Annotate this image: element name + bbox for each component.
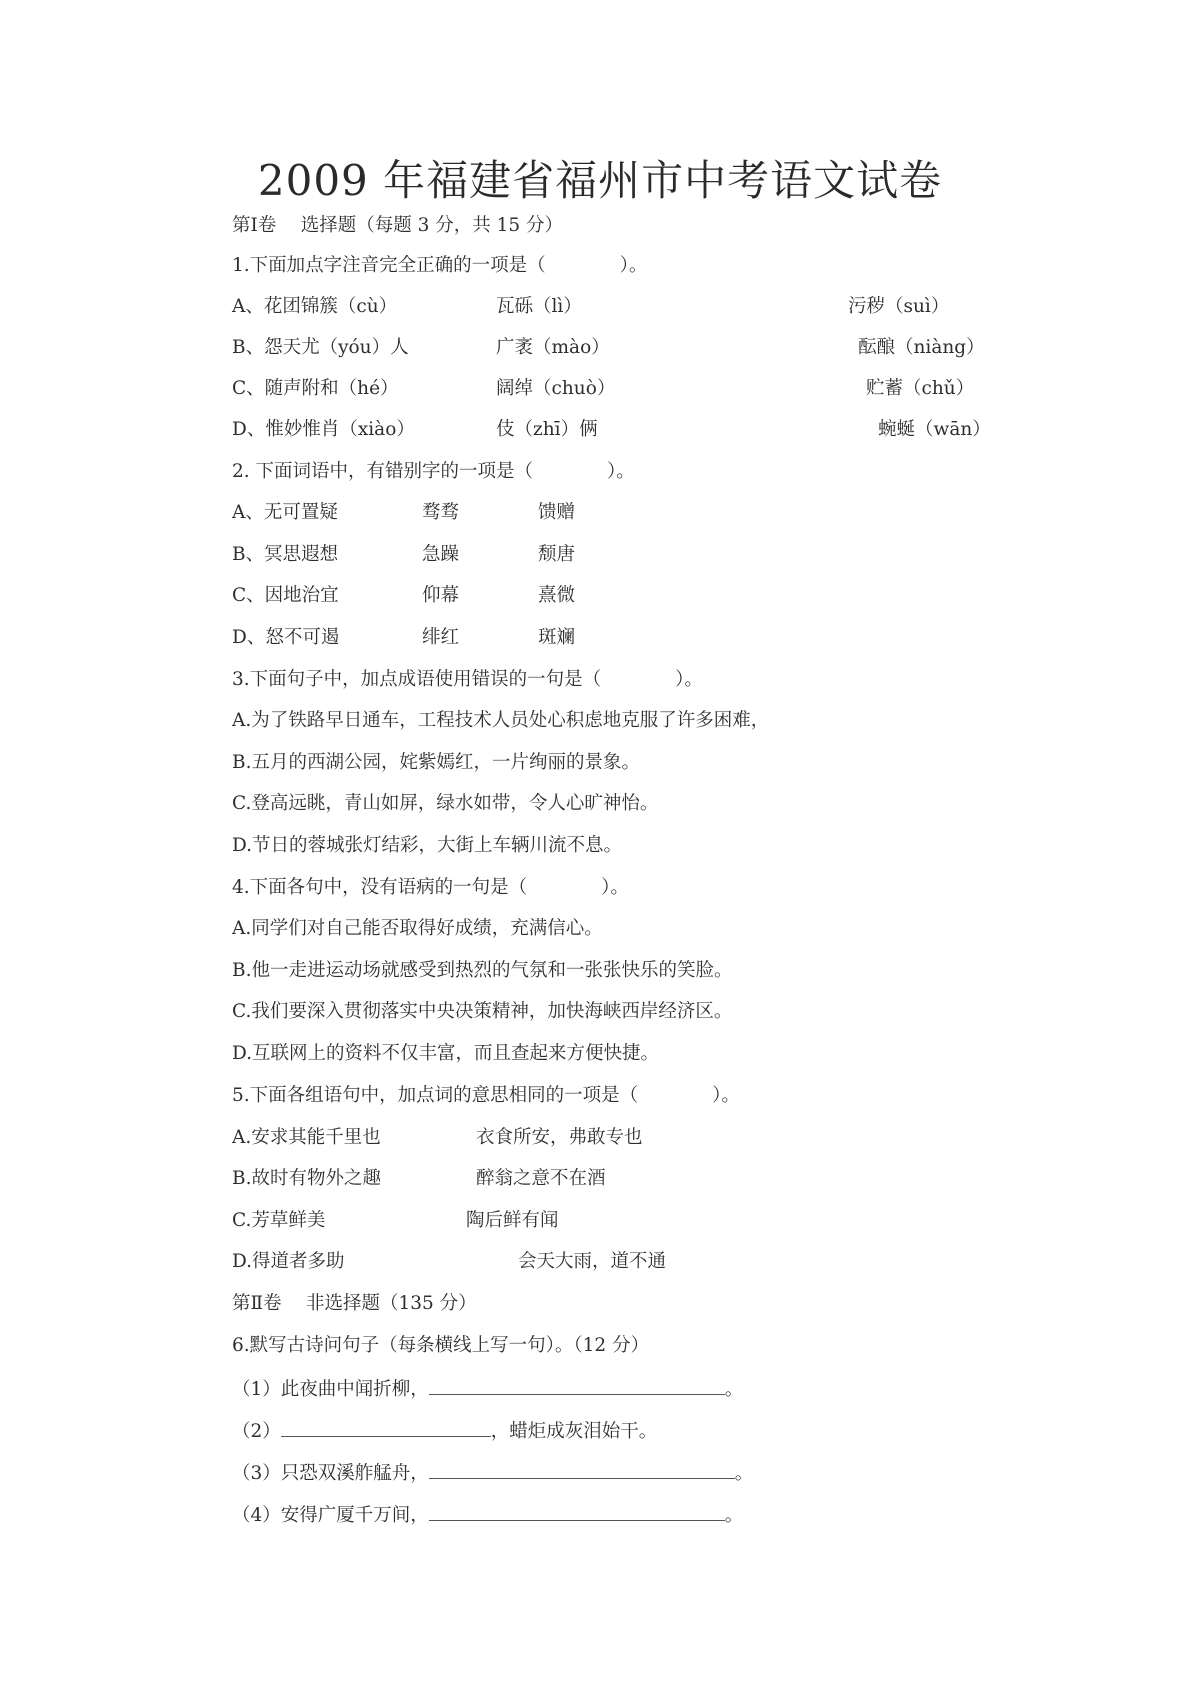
q6-item-1 — [232, 1376, 743, 1402]
q6-item-1-suffix: 。 — [724, 1379, 744, 1400]
q3-option-a: A.为了铁路早日通车，工程技术人员处心积虑地克服了许多困难， — [232, 710, 770, 731]
q1-option-b-3: 酝酿（niàng） — [858, 337, 985, 358]
q2-option-b-2: 急躁 — [422, 544, 460, 565]
q1-option-c-2: 阔绰（chuò） — [496, 378, 616, 399]
q6-item-3-suffix: 。 — [734, 1463, 754, 1484]
q2-option-a-2: 骛骛 — [422, 502, 460, 523]
q3-option-c: C.登高远眺，青山如屏，绿水如带，令人心旷神怡。 — [232, 793, 659, 814]
q1-option-c-1: C、随声附和（hé） — [232, 378, 399, 399]
q6-item-3-blank[interactable] — [429, 1460, 735, 1479]
q5-option-a-2: 衣食所安，弗敢专也 — [476, 1127, 643, 1148]
q6-item-2 — [232, 1418, 657, 1444]
q2-option-c-2: 仰幕 — [422, 585, 460, 606]
q1-option-c-3: 贮蓄（chǔ） — [866, 378, 975, 399]
q2-option-c-3: 熹微 — [538, 585, 576, 606]
q3-option-b: B.五月的西湖公园，姹紫嫣红，一片绚丽的景象。 — [232, 752, 640, 773]
q6-item-1-prefix: （1）此夜曲中闻折柳， — [232, 1379, 429, 1400]
q5-option-d-2: 会天大雨，道不通 — [518, 1251, 667, 1272]
q2-stem: 2. 下面词语中，有错别字的一项是（ ）。 — [232, 461, 635, 482]
q4-option-c: C.我们要深入贯彻落实中央决策精神，加快海峡西岸经济区。 — [232, 1001, 733, 1022]
q2-option-a-3: 馈赠 — [538, 502, 576, 523]
q1-option-d-3: 蜿蜒（wān） — [878, 419, 991, 440]
q6-item-4-suffix: 。 — [724, 1505, 744, 1526]
q6-item-4 — [232, 1502, 743, 1528]
q6-item-2-prefix: （2） — [232, 1421, 281, 1442]
q2-option-b-3: 颓唐 — [538, 544, 576, 565]
q2-option-b-1: B、冥思遐想 — [232, 544, 339, 565]
q6-item-3 — [232, 1460, 753, 1486]
q5-option-b-2: 醉翁之意不在酒 — [476, 1168, 606, 1189]
q5-option-a-1: A.安求其能千里也 — [232, 1127, 381, 1148]
q4-stem: 4.下面各句中，没有语病的一句是（ ）。 — [232, 877, 629, 898]
q5-option-d-1: D.得道者多助 — [232, 1251, 345, 1272]
q6-item-1-blank[interactable] — [429, 1376, 725, 1395]
q3-stem: 3.下面句子中，加点成语使用错误的一句是（ ）。 — [232, 669, 703, 690]
q5-option-b-1: B.故时有物外之趣 — [232, 1168, 381, 1189]
part1-header: 第Ⅰ卷 选择题（每题 3 分，共 15 分） — [232, 215, 564, 236]
q6-item-4-prefix: （4）安得广厦千万间， — [232, 1505, 429, 1526]
q4-option-a: A.同学们对自己能否取得好成绩，充满信心。 — [232, 918, 603, 939]
q5-stem: 5.下面各组语句中，加点词的意思相同的一项是（ ）。 — [232, 1085, 740, 1106]
part2-header: 第Ⅱ卷 非选择题（135 分） — [232, 1293, 477, 1314]
q6-item-4-blank[interactable] — [429, 1502, 725, 1521]
q2-option-d-1: D、怒不可遏 — [232, 627, 340, 648]
page-title: 2009 年福建省福州市中考语文试卷 — [257, 156, 943, 205]
q1-option-a-2: 瓦砾（lì） — [496, 296, 582, 317]
q6-item-2-blank[interactable] — [281, 1418, 491, 1437]
q1-option-a-1: A、花团锦簇（cù） — [232, 296, 398, 317]
q1-option-a-3: 污秽（suì） — [848, 296, 950, 317]
q5-option-c-1: C.芳草鲜美 — [232, 1210, 326, 1231]
q1-option-b-1: B、怨天尤（yóu）人 — [232, 337, 409, 358]
q2-option-d-3: 斑斓 — [538, 627, 576, 648]
q6-item-3-prefix: （3）只恐双溪舴艋舟， — [232, 1463, 429, 1484]
q6-stem: 6.默写古诗问句子（每条横线上写一句）。（12 分） — [232, 1335, 650, 1356]
q2-option-a-1: A、无可置疑 — [232, 502, 338, 523]
q2-option-d-2: 绯红 — [422, 627, 460, 648]
q1-stem: 1.下面加点字注音完全正确的一项是（ ）。 — [232, 255, 648, 276]
q4-option-d: D.互联网上的资料不仅丰富，而且查起来方便快捷。 — [232, 1043, 660, 1064]
q2-option-c-1: C、因地治宜 — [232, 585, 339, 606]
q1-option-b-2: 广袤（mào） — [496, 337, 610, 358]
q3-option-d: D.节日的蓉城张灯结彩，大街上车辆川流不息。 — [232, 835, 623, 856]
q4-option-b: B.他一走进运动场就感受到热烈的气氛和一张张快乐的笑脸。 — [232, 960, 733, 981]
q5-option-c-2: 陶后鲜有闻 — [466, 1210, 559, 1231]
q1-option-d-2: 伎（zhī）俩 — [496, 419, 598, 440]
q6-item-2-suffix: ，蜡炬成灰泪始干。 — [490, 1421, 658, 1442]
q1-option-d-1: D、惟妙惟肖（xiào） — [232, 419, 415, 440]
